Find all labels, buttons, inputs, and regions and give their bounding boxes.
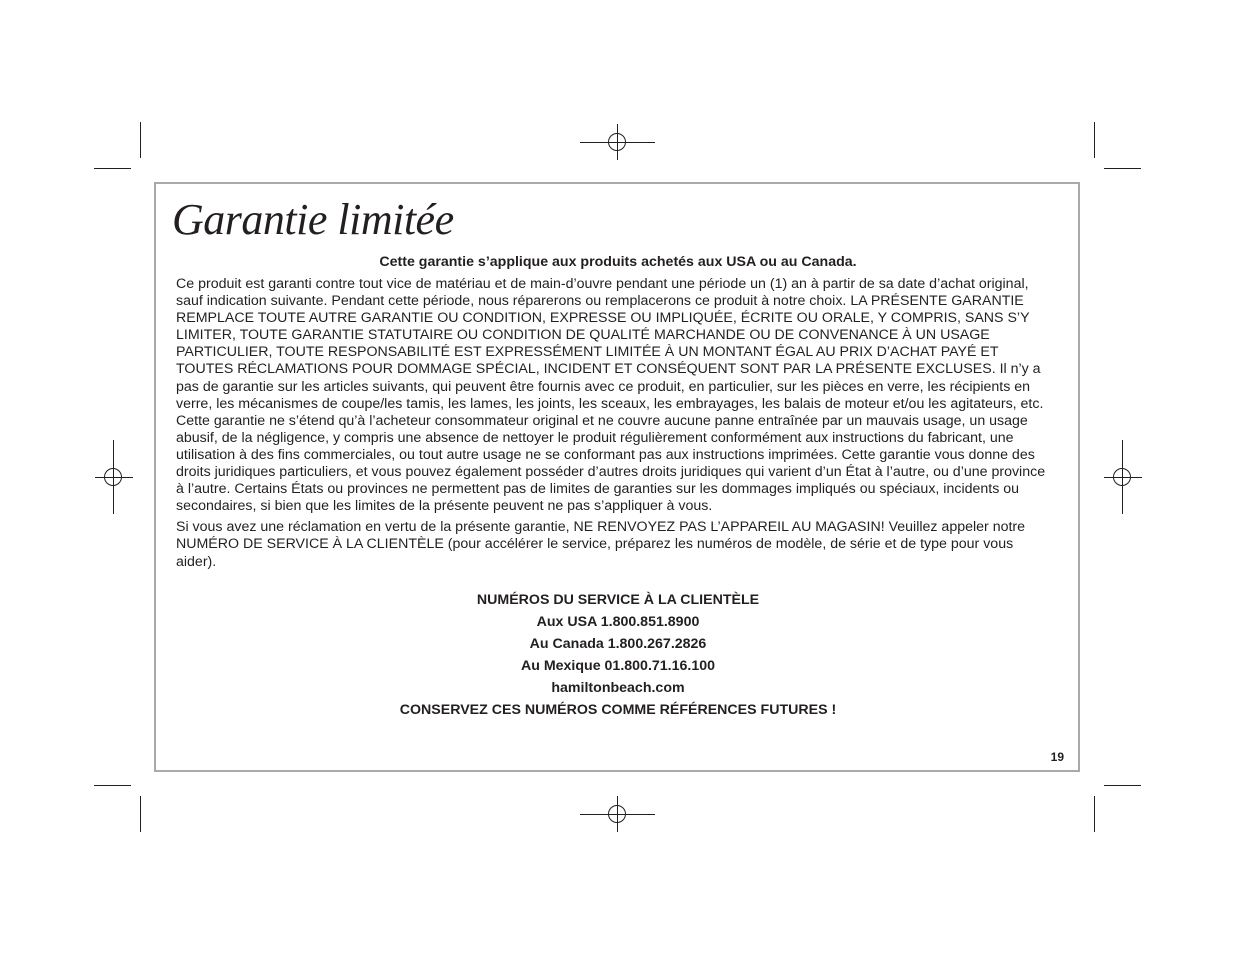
page-title: Garantie limitée	[172, 195, 454, 244]
crop-mark-bottom-right-horizontal	[1104, 785, 1141, 786]
warranty-page	[154, 182, 1080, 772]
service-number-usa: Aux USA 1.800.851.8900	[536, 614, 700, 630]
keep-numbers-note: CONSERVEZ CES NUMÉROS COMME RÉFÉRENCES FUTURES !	[399, 702, 837, 718]
page-number: 19	[1050, 750, 1064, 764]
crop-mark-bottom-left-vertical	[140, 796, 141, 832]
crop-mark-bottom-left-horizontal	[94, 785, 131, 786]
website-link[interactable]: hamiltonbeach.com	[551, 680, 685, 696]
crop-mark-bottom-right-vertical	[1094, 796, 1095, 832]
warranty-terms-paragraph: Ce produit est garanti contre tout vice de matériau et de main-d’ouvre pendant une période un (1) an à partir de sa date d’achat original, sauf indication suivante. Pendant cette période, nous réparerons ou remplacerons ce produit à notre choix. LA PRÉSENTE GARANTIE REMPLACE TOUTE AUTRE GARANTIE OU CONDITION, EXPRESSE OU IMPLIQUÉE, ÉCRITE OU ORALE, Y COMPRIS, SANS S’Y LIMITER, TOUTE GARANTIE STATUTAIRE OU CONDITION DE QUALITÉ MARCHANDE OU DE CONVENANCE À UN USAGE PARTICULIER, TOUTE RESPONSABILITÉ EST EXPRESSÉMENT LIMITÉE À UN MONTANT ÉGAL AU PRIX D’ACHAT PAYÉ ET TOUTES RÉCLAMATIONS POUR DOMMAGE SPÉCIAL, INCIDENT ET CONSÉQUENT SONT PAR LA PRÉSENTE EXCLUSES. Il n’y a pas de garantie sur les articles suivants, qui peuvent être fournis avec ce produit, en particulier, sur les pièces en verre, les récipients en verre, les mécanismes de coupe/les tamis, les lames, les joints, les sceaux, les embrayages, les balais de moteur et/ou les agitateurs, etc. Cette garantie ne s’étend qu’à l’acheteur consommateur original et ne couvre aucune panne entraînée par un mauvais usage, un usage abusif, de la négligence, y compris une absence de nettoyer le produit régulièrement conformément aux instructions du fabricant, une utilisation à des fins commerciales, ou tout autre usage ne se conformant pas aux instructions imprimées. Cette garantie vous donne des droits juridiques particuliers, et vous pouvez également posséder d’autres droits juridiques qui varient d’un État à l’autre, ou d’une province à l’autre. Certains États ou provinces ne permettent pas de limites de garanties sur les dommages impliqués ou spéciaux, incidents ou secondaires, si bien que les limites de la présente peuvent ne pas s’appliquer à vous.	[176, 276, 1046, 515]
crop-mark-top-left-horizontal	[94, 168, 131, 169]
claim-instructions-paragraph: Si vous avez une réclamation en vertu de la présente garantie, NE RENVOYEZ PAS L’APPAREIL AU MAGASIN! Veuillez appeler notre NUMÉRO DE SERVICE À LA CLIENTÈLE (pour accélérer le service, préparez les numéros de modèle, de série et de type pour vous aider).	[176, 519, 1026, 570]
service-number-mexico: Au Mexique 01.800.71.16.100	[520, 658, 715, 674]
service-number-canada: Au Canada 1.800.267.2826	[529, 636, 707, 652]
service-numbers-heading: NUMÉROS DU SERVICE À LA CLIENTÈLE	[476, 592, 760, 608]
crop-mark-top-right-vertical	[1094, 122, 1095, 158]
crop-mark-top-left-vertical	[140, 122, 141, 158]
warranty-scope-note: Cette garantie s’applique aux produits achetés aux USA ou au Canada.	[379, 254, 857, 270]
crop-mark-top-right-horizontal	[1104, 168, 1141, 169]
warranty-body	[176, 276, 1054, 575]
